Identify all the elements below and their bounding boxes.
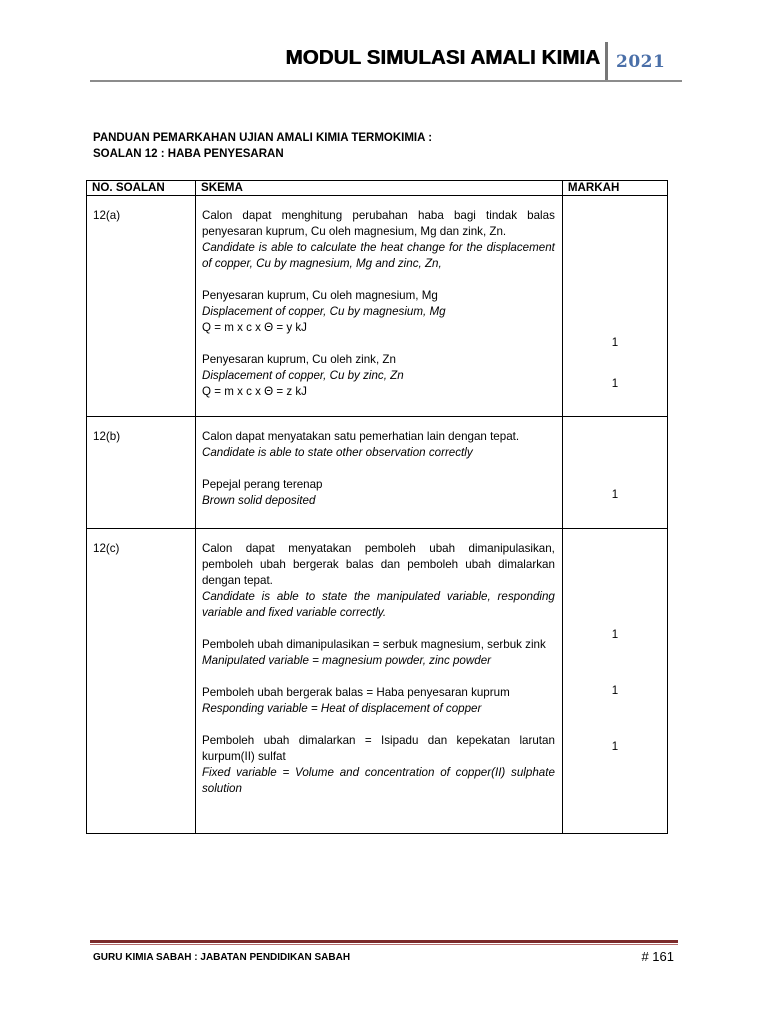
question-number: 12(b) [87, 417, 196, 529]
scheme-block [202, 208, 555, 272]
question-heading: SOALAN 12 : HABA PENYESARAN [93, 148, 284, 160]
scheme-text-en: Brown solid deposited [201, 494, 316, 507]
scheme-block [202, 541, 555, 621]
mark-value: 1 [611, 337, 619, 349]
scheme-block [202, 429, 555, 461]
scheme-text-en: Candidate is able to state other observation correctly [201, 446, 473, 459]
table-row [87, 529, 668, 834]
scheme-block [202, 733, 555, 797]
mark-value: 1 [611, 489, 619, 501]
header-skema: SKEMA [195, 181, 562, 196]
scheme-cell [195, 417, 562, 529]
formula-text: Q = m x c x Θ = y kJ [201, 321, 307, 334]
table-row [87, 417, 668, 529]
scheme-text: Pemboleh ubah dimalarkan = Isipadu dan kepekatan larutan kurpum(II) sulfat [201, 734, 555, 763]
scheme-text: Penyesaran kuprum, Cu oleh magnesium, Mg [201, 289, 438, 302]
scheme-block [202, 288, 555, 336]
mark-value: 1 [611, 378, 619, 390]
formula-text: Q = m x c x Θ = z kJ [201, 385, 307, 398]
scheme-text: Pemboleh ubah dimanipulasikan = serbuk magnesium, serbuk zink [201, 638, 546, 651]
scheme-cell [195, 529, 562, 834]
scheme-text-en: Candidate is able to state the manipulated variable, responding variable and fixed variable correctly. [201, 590, 555, 619]
header-divider [605, 42, 608, 82]
scheme-text: Calon dapat menyatakan pemboleh ubah dimanipulasikan, pemboleh ubah bergerak balas dan pemboleh ubah dimalarkan dengan tepat. [201, 542, 555, 587]
scheme-text-en: Displacement of copper, Cu by magnesium, Mg [201, 305, 446, 318]
mark-value: 1 [611, 629, 619, 641]
page-number: # 161 [641, 949, 674, 964]
marks-cell [562, 417, 667, 529]
marking-guide-heading: PANDUAN PEMARKAHAN UJIAN AMALI KIMIA TERMOKIMIA : [93, 132, 433, 144]
scheme-text-en: Displacement of copper, Cu by zinc, Zn [201, 369, 404, 382]
scheme-text: Calon dapat menyatakan satu pemerhatian lain dengan tepat. [201, 430, 520, 443]
scheme-text-en: Manipulated variable = magnesium powder, zinc powder [201, 654, 492, 667]
marking-scheme-table [86, 180, 668, 834]
marks-cell [562, 196, 667, 417]
mark-value: 1 [611, 685, 619, 697]
scheme-block [202, 637, 555, 669]
scheme-block [202, 685, 555, 717]
module-year: 2021 [616, 52, 666, 72]
table-row [87, 196, 668, 417]
scheme-block [202, 352, 555, 400]
scheme-text: Pemboleh ubah bergerak balas = Haba penyesaran kuprum [201, 686, 510, 699]
mark-value: 1 [611, 741, 619, 753]
scheme-text: Calon dapat menghitung perubahan haba bagi tindak balas penyesaran kuprum, Cu oleh magnesium, Mg dan zink, Zn. [201, 209, 555, 238]
module-title: MODUL SIMULASI AMALI KIMIA [285, 46, 600, 69]
scheme-text-en: Candidate is able to calculate the heat change for the displacement of copper, Cu by magnesium, Mg and zinc, Zn, [201, 241, 555, 270]
footer-rule [90, 940, 678, 943]
scheme-text-en: Responding variable = Heat of displacement of copper [201, 702, 482, 715]
scheme-block [202, 477, 555, 509]
scheme-cell [195, 196, 562, 417]
marks-cell [562, 529, 667, 834]
header-markah: MARKAH [562, 181, 667, 196]
table-header-row [87, 181, 668, 196]
scheme-text-en: Fixed variable = Volume and concentration of copper(II) sulphate solution [201, 766, 555, 795]
footer-text: GURU KIMIA SABAH : JABATAN PENDIDIKAN SABAH [93, 952, 351, 963]
header-no-soalan: NO. SOALAN [87, 181, 196, 196]
footer-rule-thin [90, 944, 678, 945]
question-number: 12(c) [87, 529, 196, 834]
scheme-text: Pepejal perang terenap [201, 478, 323, 491]
question-number: 12(a) [87, 196, 196, 417]
header-rule [90, 80, 682, 82]
scheme-text: Penyesaran kuprum, Cu oleh zink, Zn [201, 353, 396, 366]
